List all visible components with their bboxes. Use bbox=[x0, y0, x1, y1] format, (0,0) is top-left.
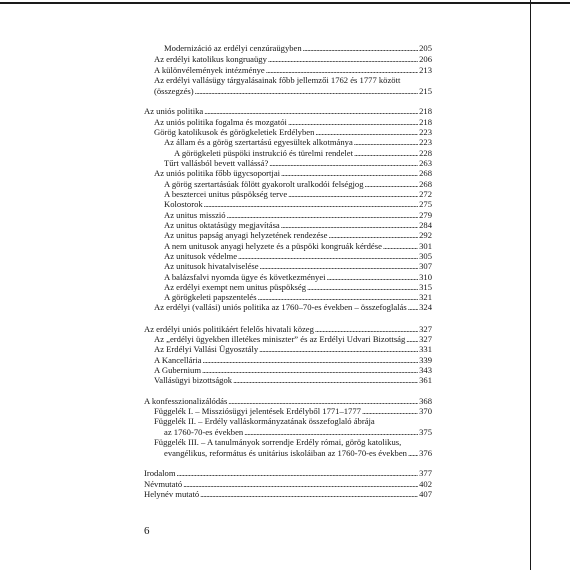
toc-entry-multiline bbox=[154, 416, 432, 437]
toc-entry-page: 315 bbox=[419, 282, 432, 292]
toc-entry-title: Az unitusok védelme bbox=[164, 251, 238, 261]
toc-entry bbox=[164, 210, 432, 220]
toc-entry-title: A görögkeleti papszentelés bbox=[164, 292, 257, 302]
toc-entry-title: A konfesszionalizálódás bbox=[144, 396, 228, 406]
toc-entry bbox=[154, 127, 432, 137]
leader-dots bbox=[408, 448, 418, 458]
leader-dots bbox=[362, 406, 418, 416]
toc-entry bbox=[164, 251, 432, 261]
toc-entry-page: 228 bbox=[419, 148, 432, 158]
toc-entry-title: Az Erdélyi Vallási Ügyosztály bbox=[154, 344, 259, 354]
toc-entry-title: Tűrt vallásból bevett vallássá? bbox=[164, 158, 269, 168]
toc-entry-title: Az uniós politika fogalma és mozgatói bbox=[154, 117, 287, 127]
toc-entry-title: Az „erdélyi ügyekben illetékes miniszter” és az Erdélyi Udvari Bizottság bbox=[154, 334, 406, 344]
toc-entry-page: 205 bbox=[419, 43, 432, 53]
toc-entry bbox=[154, 334, 432, 344]
toc-entry-title: Az unitus misszió bbox=[164, 210, 226, 220]
toc-entry-title-line: Az erdélyi vallásügy tárgyalásainak főbb jellemzői 1762 és 1777 között bbox=[154, 75, 401, 85]
toc-entry bbox=[164, 199, 432, 209]
toc-entry-title: A Gubernium bbox=[154, 365, 202, 375]
toc-entry-page: 268 bbox=[419, 179, 432, 189]
toc-entry-page: 305 bbox=[419, 251, 432, 261]
leader-dots bbox=[383, 241, 418, 251]
toc-entry-page: 339 bbox=[419, 355, 432, 365]
leader-dots bbox=[260, 261, 419, 271]
leader-dots bbox=[365, 179, 419, 189]
toc-entry-page: 324 bbox=[419, 302, 432, 312]
leader-dots bbox=[233, 375, 418, 385]
toc-entry-title: Az erdélyi katolikus kongruaügy bbox=[154, 54, 267, 64]
leader-dots bbox=[195, 86, 419, 96]
toc-entry-page: 331 bbox=[419, 344, 432, 354]
toc-entry-title: Kolostorok bbox=[164, 199, 203, 209]
toc-entry-page: 292 bbox=[419, 230, 432, 240]
toc-entry-page: 272 bbox=[419, 189, 432, 199]
toc-entry bbox=[164, 137, 432, 147]
toc-entry bbox=[144, 468, 432, 478]
toc-entry-title: (összegzés) bbox=[154, 86, 194, 96]
leader-dots bbox=[408, 302, 418, 312]
toc-entry-title: Az uniós politika főbb ügycsoportjai bbox=[154, 168, 281, 178]
toc-entry-page: 218 bbox=[419, 106, 432, 116]
toc-entry-title: Az unitus oktatásügy megjavítása bbox=[164, 220, 280, 230]
leader-dots bbox=[354, 137, 418, 147]
toc-entry bbox=[164, 220, 432, 230]
leader-dots bbox=[183, 479, 418, 489]
toc-entry-page: 370 bbox=[419, 406, 432, 416]
leader-dots bbox=[281, 220, 418, 230]
toc-entry bbox=[164, 158, 432, 168]
toc-entry-title: Modernizáció az erdélyi cenzúraügyben bbox=[164, 43, 302, 53]
toc-entry bbox=[154, 65, 432, 75]
toc-entry bbox=[144, 106, 432, 116]
toc-entry-title: Névmutató bbox=[144, 479, 183, 489]
leader-dots bbox=[354, 148, 418, 158]
toc-entry-title: Az erdélyi (vallási) uniós politika az 1760–70-es években – összefoglalás bbox=[154, 302, 407, 312]
toc-entry-page: 223 bbox=[419, 137, 432, 147]
toc-entry bbox=[164, 241, 432, 251]
toc-entry-title: A görögkeleti püspöki instrukció és türelmi rendelet bbox=[174, 148, 353, 158]
leader-dots bbox=[328, 230, 418, 240]
toc-entry-page: 223 bbox=[419, 127, 432, 137]
leader-dots bbox=[227, 210, 419, 220]
toc-entry-page: 327 bbox=[419, 334, 432, 344]
toc-entry bbox=[154, 54, 432, 64]
toc-entry-title: Az erdélyi exempt nem unitus püspökség bbox=[164, 282, 307, 292]
toc-entry bbox=[154, 355, 432, 365]
leader-dots bbox=[281, 168, 418, 178]
toc-entry-title: Az uniós politika bbox=[144, 106, 204, 116]
toc-entry-page: 213 bbox=[419, 65, 432, 75]
toc-entry bbox=[154, 117, 432, 127]
leader-dots bbox=[288, 189, 418, 199]
toc-entry-page: 375 bbox=[419, 427, 432, 437]
toc-entry-title: A görög szertartásúak fölött gyakorolt uralkodói felségjog bbox=[164, 179, 364, 189]
toc-entry bbox=[154, 365, 432, 375]
toc-entry-page: 307 bbox=[419, 261, 432, 271]
leader-dots bbox=[202, 365, 418, 375]
leader-dots bbox=[269, 158, 418, 168]
leader-dots bbox=[228, 396, 418, 406]
toc-entry bbox=[164, 282, 432, 292]
toc-entry bbox=[164, 179, 432, 189]
toc-entry-page: 361 bbox=[419, 375, 432, 385]
toc-entry bbox=[144, 324, 432, 334]
toc-entry bbox=[174, 148, 432, 158]
toc-entry-page: 376 bbox=[419, 448, 432, 458]
toc-entry bbox=[144, 396, 432, 406]
leader-dots bbox=[202, 355, 418, 365]
toc-entry-title: Irodalom bbox=[144, 468, 176, 478]
toc-entry-page: 268 bbox=[419, 168, 432, 178]
toc-entry-page: 275 bbox=[419, 199, 432, 209]
toc-entry bbox=[164, 230, 432, 240]
toc-entry bbox=[154, 406, 432, 416]
toc-entry bbox=[164, 261, 432, 271]
toc-entry-page: 407 bbox=[419, 489, 432, 499]
leader-dots bbox=[327, 272, 419, 282]
leader-dots bbox=[303, 43, 418, 53]
toc-entry bbox=[154, 302, 432, 312]
toc-entry-title: Az állam és a görög szertartású egyesültek alkotmánya bbox=[164, 137, 353, 147]
toc-entry-title: A nem unitusok anyagi helyzete és a püspöki kongruák kérdése bbox=[164, 241, 382, 251]
leader-dots bbox=[307, 282, 418, 292]
leader-dots bbox=[266, 65, 418, 75]
toc-entry-title: Vallásügyi bizottságok bbox=[154, 375, 233, 385]
toc-entry-multiline bbox=[154, 75, 432, 96]
toc-entry bbox=[154, 168, 432, 178]
toc-entry-page: 402 bbox=[419, 479, 432, 489]
toc-entry bbox=[164, 189, 432, 199]
toc-entry-title: az 1760-70-es években bbox=[164, 427, 244, 437]
toc-entry-page: 377 bbox=[419, 468, 432, 478]
leader-dots bbox=[244, 427, 418, 437]
toc-entry-title: A balázsfalvi nyomda ügye és következményei bbox=[164, 272, 326, 282]
leader-dots bbox=[200, 489, 418, 499]
toc-entry bbox=[164, 292, 432, 302]
toc-entry-title: Az unitusok hivatalviselése bbox=[164, 261, 259, 271]
toc-entry-multiline bbox=[154, 437, 432, 458]
leader-dots bbox=[288, 117, 418, 127]
toc-entry-title: A besztercei unitus püspökség terve bbox=[164, 189, 288, 199]
toc-entry bbox=[154, 375, 432, 385]
leader-dots bbox=[238, 251, 418, 261]
leader-dots bbox=[315, 127, 418, 137]
toc-entry bbox=[164, 43, 432, 53]
page-number: 6 bbox=[144, 525, 150, 537]
toc-entry bbox=[144, 479, 432, 489]
toc-entry-page: 263 bbox=[419, 158, 432, 168]
toc-entry-title: Függelék I. – Missziósügyi jelentések Erdélyből 1771–1777 bbox=[154, 406, 361, 416]
toc-entry-page: 327 bbox=[419, 324, 432, 334]
toc-entry-title: Helynév mutató bbox=[144, 489, 200, 499]
toc-entry-page: 279 bbox=[419, 210, 432, 220]
toc-entry-title: A Kancellária bbox=[154, 355, 202, 365]
toc-entry-page: 343 bbox=[419, 365, 432, 375]
toc-entry-title: Az erdélyi uniós politikáért felelős hivatali közeg bbox=[144, 324, 314, 334]
toc-entry-page: 368 bbox=[419, 396, 432, 406]
leader-dots bbox=[259, 344, 418, 354]
toc-entry-page: 321 bbox=[419, 292, 432, 302]
toc-entry-title: A különvélemények intézménye bbox=[154, 65, 265, 75]
leader-dots bbox=[204, 199, 418, 209]
leader-dots bbox=[204, 106, 418, 116]
toc-entry-title: Az unitus papság anyagi helyzetének rendezése bbox=[164, 230, 328, 240]
toc-entry bbox=[154, 344, 432, 354]
toc-entry bbox=[164, 272, 432, 282]
leader-dots bbox=[268, 54, 418, 64]
leader-dots bbox=[406, 334, 418, 344]
toc-entry-title: evangélikus, református és unitárius iskoláiban az 1760-70-es években bbox=[164, 448, 407, 458]
toc-entry-title-line: Függelék III. – A tanulmányok sorrendje Erdély római, görög katolikus, bbox=[154, 437, 402, 447]
toc-entry-page: 301 bbox=[419, 241, 432, 251]
leader-dots bbox=[258, 292, 419, 302]
toc-entry bbox=[144, 489, 432, 499]
toc-entry-page: 284 bbox=[419, 220, 432, 230]
toc-entry-page: 310 bbox=[419, 272, 432, 282]
toc-entry-page: 206 bbox=[419, 54, 432, 64]
toc-entry-title-line: Függelék II. – Erdély valláskormányzatának összefoglaló ábrája bbox=[154, 416, 375, 426]
leader-dots bbox=[177, 468, 419, 478]
leader-dots bbox=[315, 324, 418, 334]
toc-entry-page: 218 bbox=[419, 117, 432, 127]
toc-entry-title: Görög katolikusok és görögkeletiek Erdélyben bbox=[154, 127, 315, 137]
toc-entry-page: 215 bbox=[419, 86, 432, 96]
